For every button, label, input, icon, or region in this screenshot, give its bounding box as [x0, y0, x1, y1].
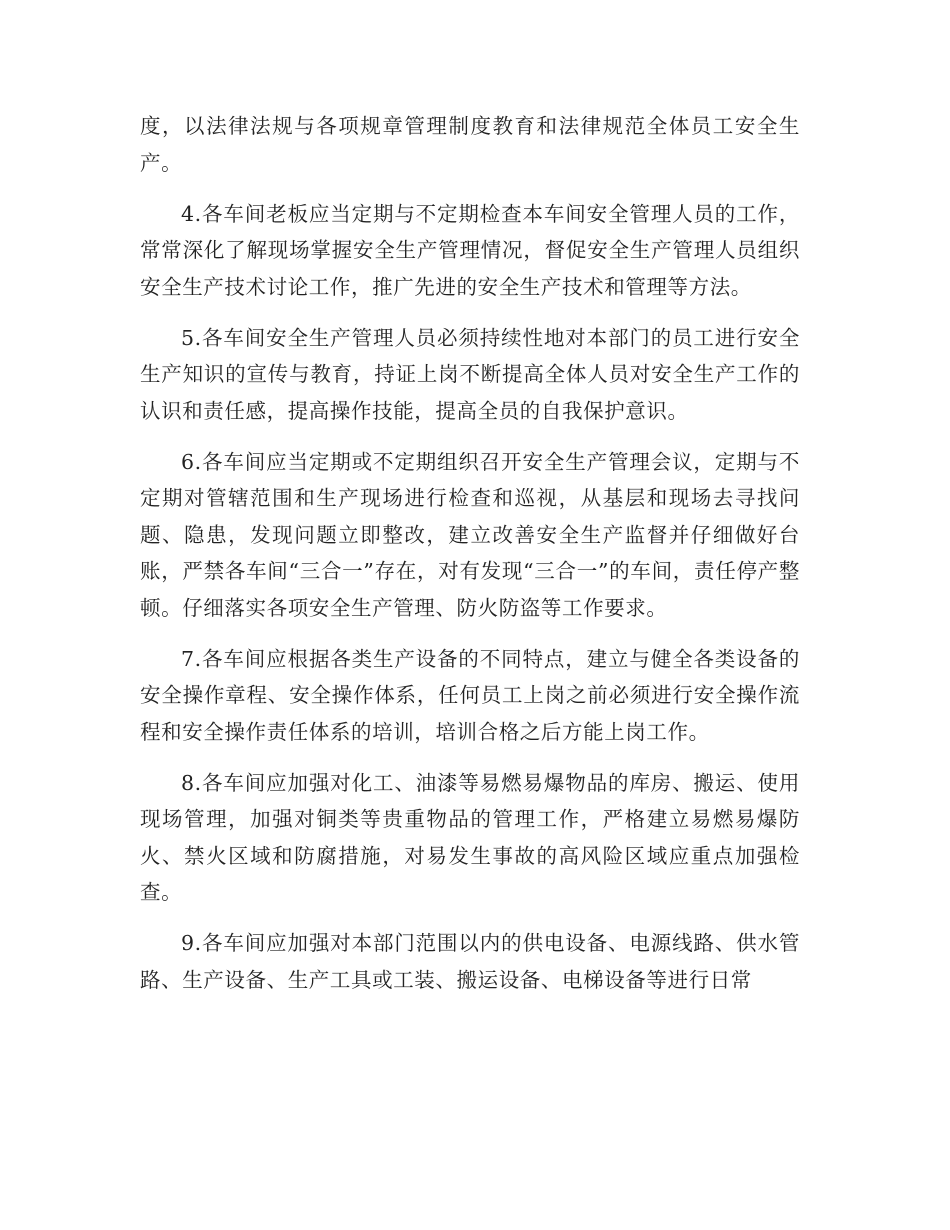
paragraph-item-4: 4.各车间老板应当定期与不定期检查本车间安全管理人员的工作，常常深化了解现场掌握安全生产管理情况，督促安全生产管理人员组织安全生产技术讨论工作，推广先进的安全生产技术和管理等方法。 [140, 201, 800, 299]
paragraph-item-6: 6.各车间应当定期或不定期组织召开安全生产管理会议，定期与不定期对管辖范围和生产现场进行检查和巡视，从基层和现场去寻找问题、隐患，发现问题立即整改，建立改善安全生产监督并仔细做好台账，严禁各车间“三合一”存在，对有发现“三合一”的车间，责任停产整顿。仔细落实各项安全生产管理、防火防盗等工作要求。 [140, 449, 800, 620]
paragraph-item-5: 5.各车间安全生产管理人员必须持续性地对本部门的员工进行安全生产知识的宣传与教育，持证上岗不断提高全体人员对安全生产工作的认识和责任感，提高操作技能，提高全员的自我保护意识。 [140, 325, 800, 423]
paragraph-item-9: 9.各车间应加强对本部门范围以内的供电设备、电源线路、供水管路、生产设备、生产工具或工装、搬运设备、电梯设备等进行日常 [140, 931, 800, 992]
document-body [140, 108, 800, 1013]
paragraph-item-8: 8.各车间应加强对化工、油漆等易燃易爆物品的库房、搬运、使用现场管理，加强对铜类等贵重物品的管理工作，严格建立易燃易爆防火、禁火区域和防腐措施，对易发生事故的高风险区域应重点加强检查。 [140, 770, 800, 904]
paragraph-continuation: 度，以法律法规与各项规章管理制度教育和法律规范全体员工安全生产。 [140, 114, 800, 175]
paragraph-item-7: 7.各车间应根据各类生产设备的不同特点，建立与健全各类设备的安全操作章程、安全操作体系，任何员工上岗之前必须进行安全操作流程和安全操作责任体系的培训，培训合格之后方能上岗工作。 [140, 646, 800, 744]
